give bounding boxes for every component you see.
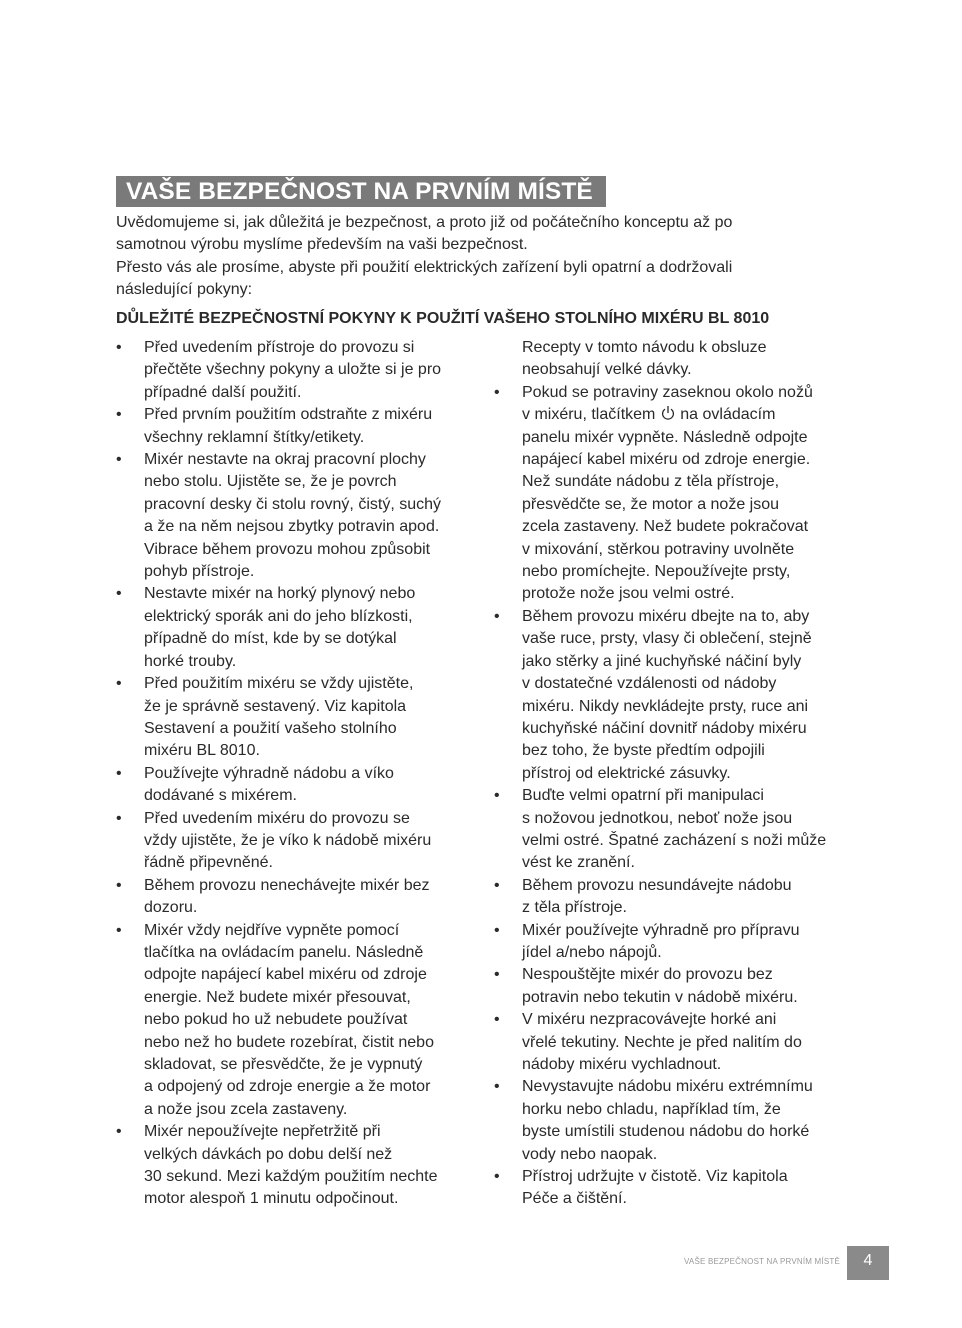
list-item <box>494 1166 856 1211</box>
bullet-icon: • <box>116 451 122 469</box>
list-item <box>116 808 476 875</box>
bullet-icon: • <box>116 921 122 939</box>
bullet-icon: • <box>494 787 500 805</box>
list-item <box>116 404 476 449</box>
list-item <box>494 382 856 606</box>
list-item-text: Během provozu nenechávejte mixér bez dozoru. <box>144 876 430 917</box>
list-item-text: Před uvedením přístroje do provozu si přečtěte všechny pokyny a uložte si je pro případné další použití. <box>144 339 442 401</box>
bullet-icon: • <box>494 1168 500 1186</box>
safety-instructions-heading: DŮLEŽITÉ BEZPEČNOSTNÍ POKYNY K POUŽITÍ VAŠEHO STOLNÍHO MIXÉRU BL 8010 <box>116 310 770 327</box>
list-item-text-part: Pokud se potraviny zaseknou okolo nožů v mixéru, tlačítkem <box>522 383 813 424</box>
section-title: VAŠE BEZPEČNOST NA PRVNÍM MÍSTĚ <box>116 176 606 207</box>
list-item <box>116 1121 476 1211</box>
intro-paragraph-1: Uvědomujeme si, jak důležitá je bezpečnost, a proto již od počátečního konceptu až po samotnou výrobu myslíme především na vaši bezpečnost. <box>116 214 733 254</box>
list-item <box>116 920 476 1122</box>
list-item-continuation <box>494 337 856 382</box>
bullet-icon: • <box>494 1078 500 1096</box>
list-item-text: Používejte výhradně nádobu a víko dodávané s mixérem. <box>144 764 394 805</box>
list-item <box>494 920 856 965</box>
bullet-icon: • <box>494 921 500 939</box>
list-item-text: Přístroj udržujte v čistotě. Viz kapitola Péče a čištění. <box>522 1168 788 1208</box>
list-item-text <box>522 382 856 606</box>
bullet-icon: • <box>494 1011 500 1029</box>
bullet-icon: • <box>116 675 122 693</box>
list-item-text: Během provozu mixéru dbejte na to, aby vaše ruce, prsty, vlasy či oblečení, stejně jako stěrky a jiné kuchyňské náčiní byly v dostatečné vzdálenosti od nádoby mixéru. Nikdy nevkládejte prsty, ruce ani kuchyňské náčiní dovnitř nádoby mixéru bez toho, že byste předtím odpojili přístroj od elektrické zásuvky. <box>522 607 812 782</box>
list-item-text: Recepty v tomto návodu k obsluze neobsahují velké dávky. <box>522 339 767 379</box>
list-item <box>116 449 476 583</box>
list-item-text: Mixér nestavte na okraj pracovní plochy nebo stolu. Ujistěte se, že je povrch pracovní desky či stolu rovný, čistý, suchý a že na něm nejsou zbytky potravin apod. Vibrace během provozu mohou způsobit pohyb přístroje. <box>144 451 441 581</box>
bullet-icon: • <box>494 966 500 984</box>
list-item-text: Buďte velmi opatrní při manipulaci s nožovou jednotkou, neboť nože jsou velmi ostré. Špatné zacházení s noži může vést ke zranění. <box>522 787 827 872</box>
list-item-text: Mixér používejte výhradně pro přípravu jídel a/nebo nápojů. <box>522 921 800 961</box>
intro-paragraph-2: Přesto vás ale prosíme, abyste při použití elektrických zařízení byli opatrní a dodržovali následující pokyny: <box>116 258 733 299</box>
list-item <box>116 763 476 808</box>
bullet-icon: • <box>494 607 500 625</box>
list-item-text: Před použitím mixéru se vždy ujistěte, že je správně sestavený. Viz kapitola Sestavení a použití vašeho stolního mixéru BL 8010. <box>144 675 414 760</box>
list-item <box>494 785 856 875</box>
intro-text <box>116 212 856 302</box>
list-item <box>494 1009 856 1076</box>
footer-section-label: VAŠE BEZPEČNOST NA PRVNÍM MÍSTĚ <box>683 1257 840 1266</box>
bullet-icon: • <box>116 406 122 424</box>
page-number: 4 <box>847 1246 889 1280</box>
left-column-list <box>116 337 476 1211</box>
power-icon <box>661 405 675 421</box>
bullet-icon: • <box>116 764 122 782</box>
bullet-icon: • <box>116 876 122 894</box>
list-item <box>116 875 476 920</box>
list-item-text: V mixéru nezpracovávejte horké ani vřelé tekutiny. Nechte je před nalitím do nádoby mixéru vychladnout. <box>522 1011 802 1073</box>
bullet-icon: • <box>116 585 122 603</box>
list-item-text: Před uvedením mixéru do provozu se vždy ujistěte, že je víko k nádobě mixéru řádně připevněné. <box>144 809 432 872</box>
list-item-text: Před prvním použitím odstraňte z mixéru všechny reklamní štítky/etikety. <box>144 406 433 446</box>
list-item <box>494 606 856 785</box>
bullet-icon: • <box>494 383 500 401</box>
list-item-text: Během provozu nesundávejte nádobu z těla přístroje. <box>522 876 792 917</box>
list-item-text: Nevystavujte nádobu mixéru extrémnímu horku nebo chladu, například tím, že byste umístili studenou nádobu do horké vody nebo naopak. <box>522 1078 813 1163</box>
list-item-text: Mixér vždy nejdříve vypněte pomocí tlačítka na ovládacím panelu. Následně odpojte napájecí kabel mixéru od zdroje energie. Než budete mixér přesouvat, nebo pokud ho už nebudete používat nebo než ho budete rozebírat, čistit nebo skladovat, se přesvědčte, že je vypnutý a odpojený od zdroje energie a že motor a nože jsou zcela zastaveny. <box>144 921 434 1118</box>
bullet-icon: • <box>116 809 122 827</box>
list-item-text: Nestavte mixér na horký plynový nebo elektrický sporák ani do jeho blízkosti, případně do míst, kde by se dotýkal horké trouby. <box>144 585 416 670</box>
list-item-text-part: na ovládacím panelu mixér vypněte. Následně odpojte napájecí kabel mixéru od zdroje energie. Než sundáte nádobu z těla přístroje, přesvědčte se, že motor a nože jsou zcela zastaveny. Než budete pokračovat v mixování, stěrkou potraviny uvolněte nebo promíchejte. Nepoužívejte prsty, protože nože jsou velmi ostré. <box>522 406 811 603</box>
list-item <box>494 875 856 920</box>
list-item <box>116 583 476 673</box>
bullet-icon: • <box>116 1123 122 1141</box>
list-item <box>494 1076 856 1166</box>
list-item-text: Nespouštějte mixér do provozu bez potravin nebo tekutin v nádobě mixéru. <box>522 966 798 1006</box>
bullet-icon: • <box>494 876 500 894</box>
list-item-text: Mixér nepoužívejte nepřetržitě při velkých dávkách po dobu delší než 30 sekund. Mezi každým použitím nechte motor alespoň 1 minutu odpočinout. <box>144 1123 438 1208</box>
list-item <box>116 673 476 763</box>
bullet-icon: • <box>116 339 122 356</box>
right-column-list <box>494 337 856 1211</box>
list-item <box>116 337 476 404</box>
list-item <box>494 964 856 1009</box>
